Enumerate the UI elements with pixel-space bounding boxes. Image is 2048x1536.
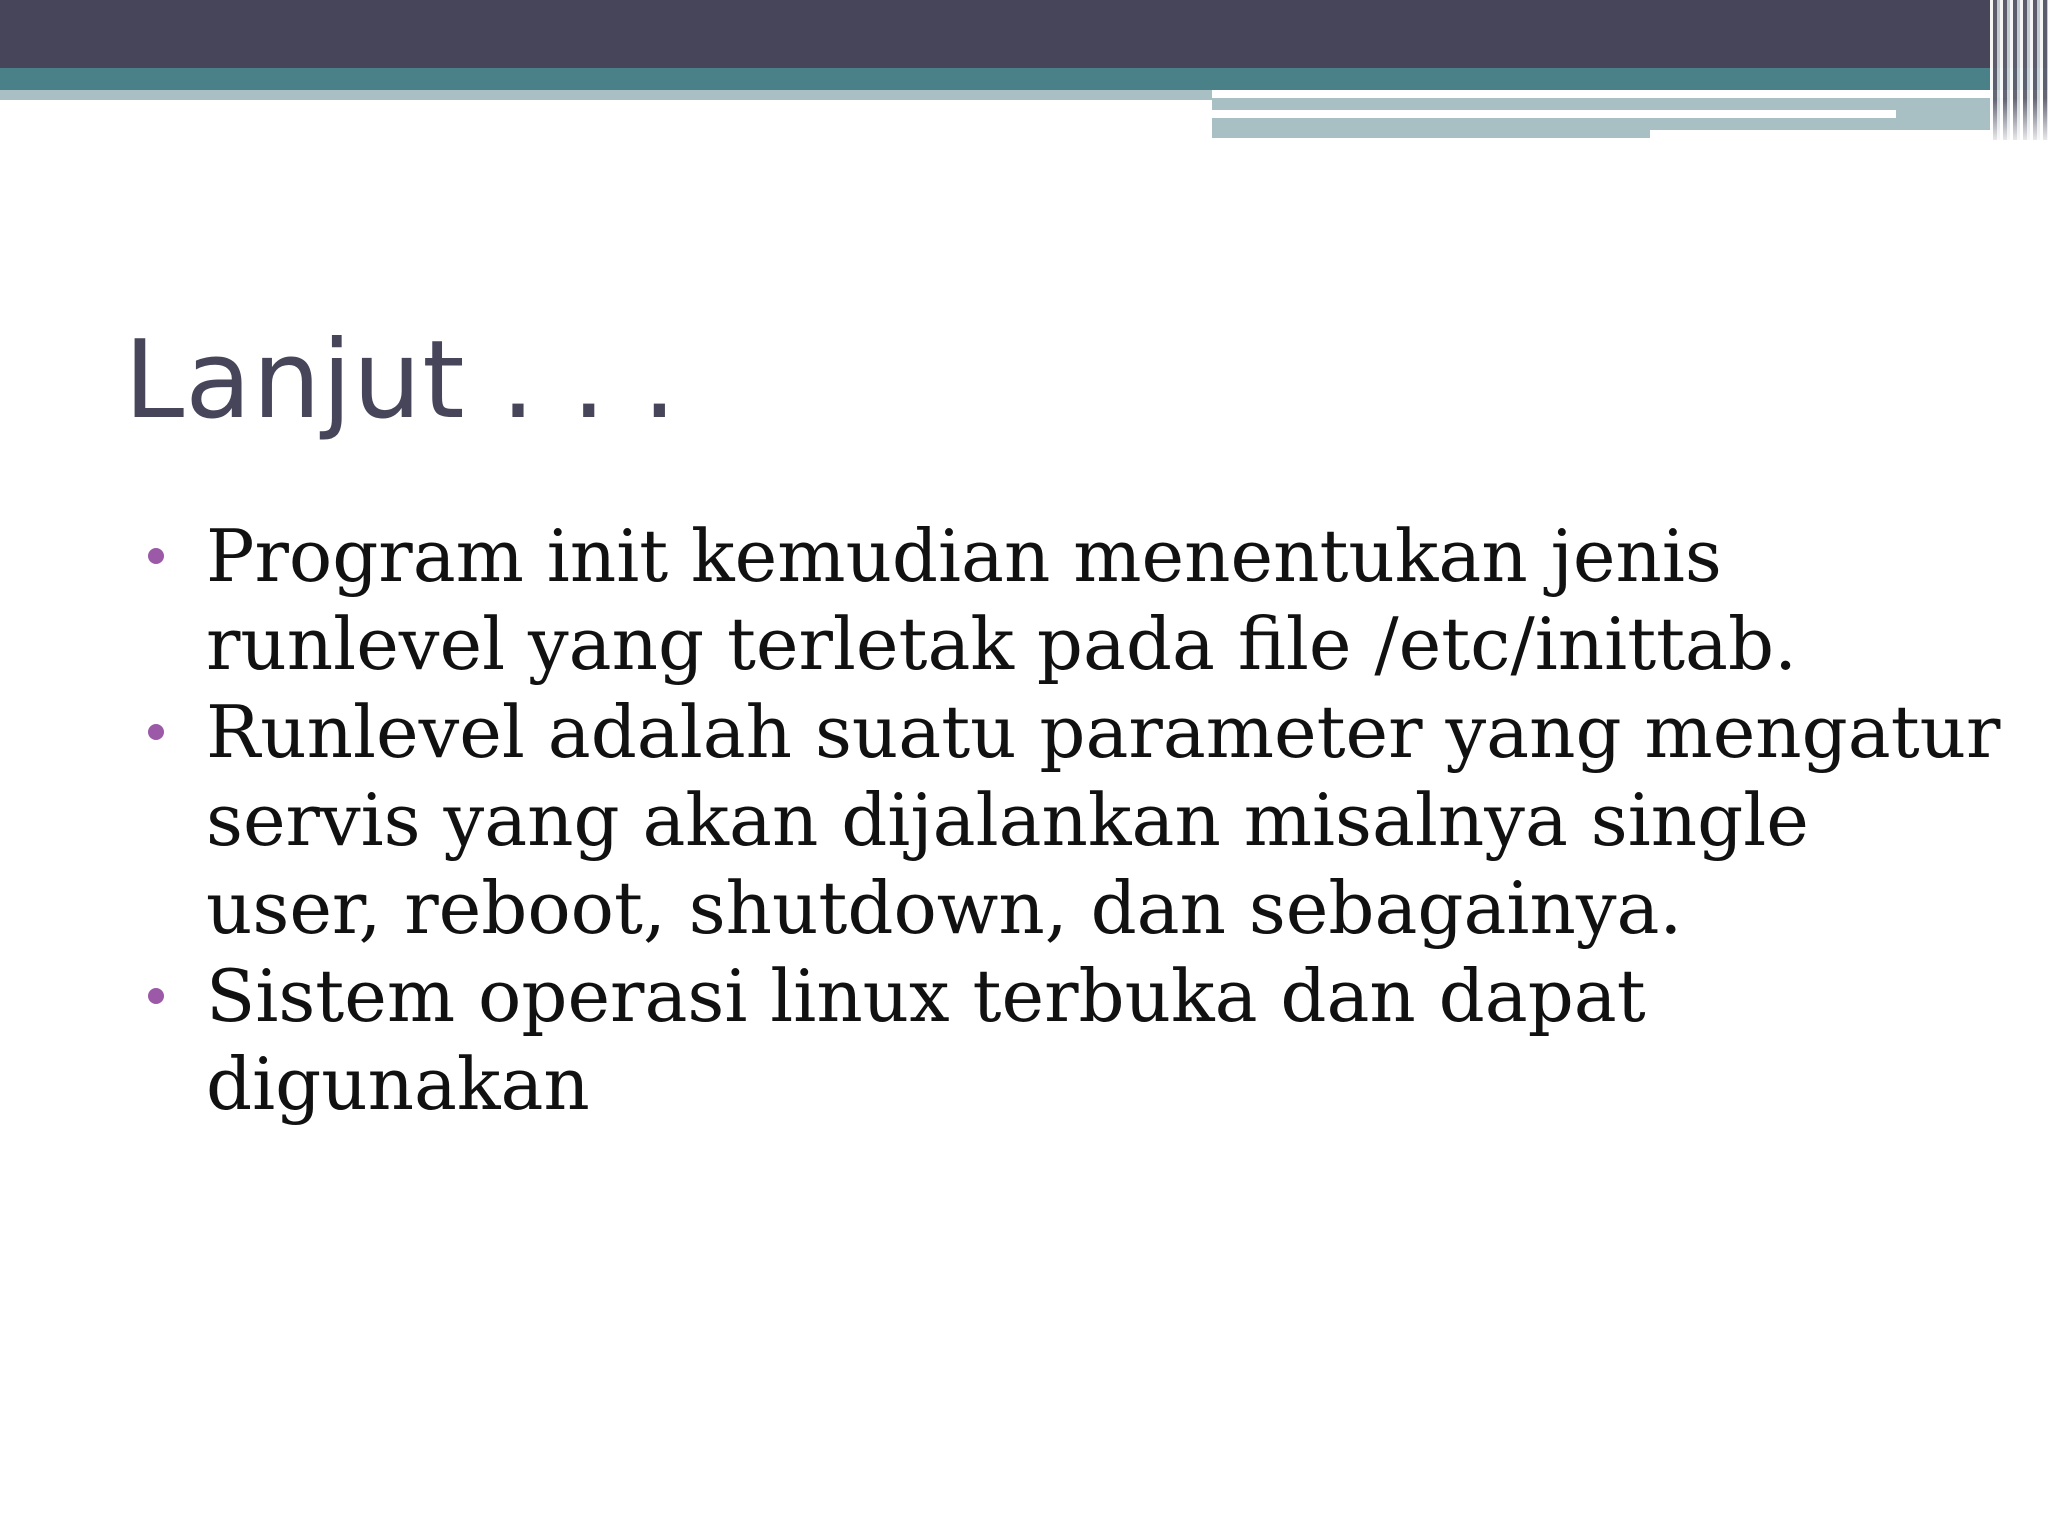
bullet-item-1	[148, 512, 2008, 688]
bullet-line: servis yang akan dijalankan misalnya single	[206, 778, 1809, 862]
bullet-line: runlevel yang terletak pada file /etc/inittab.	[206, 602, 1797, 686]
bullet-line: user, reboot, shutdown, dan sebagainya.	[206, 866, 1683, 950]
bullet-dot-icon	[148, 724, 164, 740]
bullet-line: digunakan	[206, 1042, 590, 1126]
header-band-light-left	[0, 90, 1212, 100]
header-band-teal	[0, 68, 2048, 90]
header-vertical-stripes-fade	[1990, 0, 2048, 140]
bullet-item-2	[148, 688, 2008, 952]
bullet-dot-icon	[148, 988, 164, 1004]
header-white-strip	[1212, 110, 1896, 118]
bullet-list	[148, 512, 2008, 1128]
bullet-line: Sistem operasi linux terbuka dan dapat	[206, 954, 1646, 1038]
header-white-strip-2	[1650, 130, 2008, 138]
bullet-item-3	[148, 952, 2008, 1128]
slide-title: Lanjut . . .	[124, 318, 678, 443]
bullet-dot-icon	[148, 548, 164, 564]
header-band-dark	[0, 0, 2048, 68]
bullet-line: Program init kemudian menentukan jenis	[206, 514, 1722, 598]
bullet-line: Runlevel adalah suatu parameter yang mengatur	[206, 690, 2001, 774]
